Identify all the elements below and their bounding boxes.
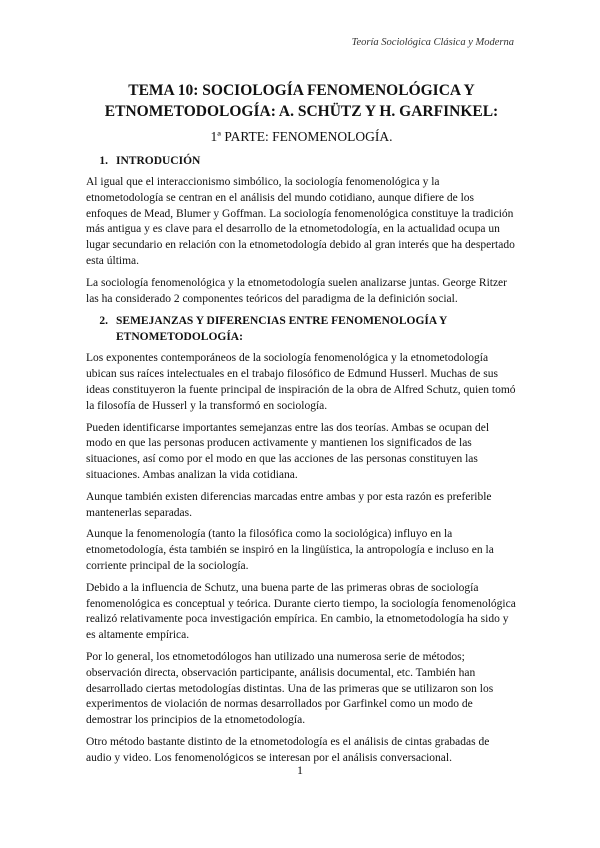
paragraph: Al igual que el interaccionismo simbólico, la sociología fenomenológica y la etnometodología se centran en el análisis del mundo cotidiano, aunque difiere de los enfoques de Mead, Blumer y Goffman. La sociología fenomenológica constituye la tradición más antigua y es clave para el desarrollo de la etnometodología, en la actualidad ocupa un lugar secundario en relación con la etnometodología debido al gran interés que ha despertado esta última. bbox=[86, 176, 515, 267]
section-number: 2. bbox=[99, 315, 108, 328]
section-title: SEMEJANZAS Y DIFERENCIAS ENTRE FENOMENOLOGÍA Y ETNOMETODOLOGÍA: bbox=[116, 315, 447, 344]
page-number: 1 bbox=[297, 763, 303, 777]
page-content bbox=[86, 80, 517, 773]
running-header: Teoría Sociológica Clásica y Moderna bbox=[351, 37, 514, 48]
title-line-1: TEMA 10: SOCIOLOGÍA FENOMENOLÓGICA Y bbox=[128, 82, 475, 99]
paragraph: Por lo general, los etnometodólogos han utilizado una numerosa serie de métodos; observación directa, observación participante, análisis documental, etc. También han desarrollado ciertas metodologías distintas. Una de las primeras que se utilizaron son los experimentos de violación de normas desarrollados por Garfinkel como un modo de demostrar los principios de la etnometodología. bbox=[86, 650, 494, 727]
section-number: 1. bbox=[99, 155, 108, 167]
title-line-2: ETNOMETODOLOGÍA: A. SCHÜTZ Y H. GARFINKEL: bbox=[104, 103, 499, 120]
paragraph: Aunque también existen diferencias marcadas entre ambas y por esta razón es preferible mantenerlas separadas. bbox=[86, 490, 492, 519]
part-heading: 1ª PARTE: FENOMENOLOGÍA. bbox=[210, 129, 393, 144]
paragraph: Otro método bastante distinto de la etnometodología es el análisis de cintas grabadas de audio y video. Los fenomenológicos se interesan por el análisis conversacional. bbox=[86, 735, 490, 764]
section-heading-2 bbox=[86, 313, 517, 345]
paragraph: La sociología fenomenológica y la etnometodología suelen analizarse juntas. George Ritzer las ha considerado 2 componentes teóricos del paradigma de la definición social. bbox=[86, 276, 507, 305]
paragraph: Los exponentes contemporáneos de la sociología fenomenológica y la etnometodología ubican sus raíces intelectuales en el trabajo filosófico de Edmund Husserl. Muchas de sus ideas constituyeron la fuente principal de inspiración de la obra de Alfred Schutz, quien tomó la filosofía de Husserl y la transformó en sociología. bbox=[86, 352, 516, 412]
section-title: INTRODUCIÓN bbox=[116, 155, 201, 167]
document-title bbox=[86, 80, 517, 122]
paragraph: Pueden identificarse importantes semejanzas entre las dos teorías. Ambas se ocupan del modo en que las personas producen activamente y mantienen los significados de las situaciones, así como por el modo en que las acciones de las personas constituyen las situaciones. Ambas analizan la vida cotidiana. bbox=[86, 421, 490, 481]
section-heading-1 bbox=[86, 153, 517, 169]
paragraph: Aunque la fenomenología (tanto la filosófica como la sociológica) influyo en la etnometodología, ésta también se inspiró en la lingüística, la antropología e incluso en la corriente principal de la sociología. bbox=[86, 528, 494, 572]
paragraph: Debido a la influencia de Schutz, una buena parte de las primeras obras de sociología fenomenológica es conceptual y teórica. Durante cierto tiempo, la sociología fenomenológica realizó relativamente poca investigación empírica. En cambio, la etnometodología ha sido y es altamente empírica. bbox=[86, 581, 516, 642]
